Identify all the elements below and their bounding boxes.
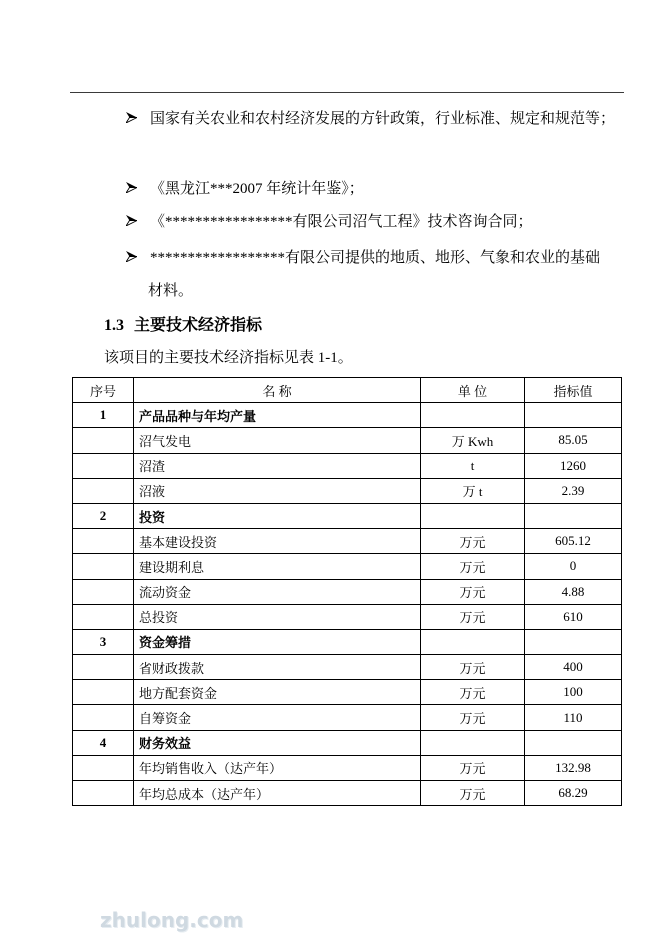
table-header-row xyxy=(73,378,622,403)
cell-unit: t xyxy=(421,453,525,478)
cell-no xyxy=(73,680,134,705)
header-value: 指标值 xyxy=(525,378,622,403)
cell-value xyxy=(525,403,622,428)
cell-unit: 万元 xyxy=(421,604,525,629)
cell-value: 68.29 xyxy=(525,781,622,806)
table-row xyxy=(73,579,622,604)
header-unit: 单 位 xyxy=(421,378,525,403)
arrowhead-right-icon xyxy=(126,215,137,226)
cell-name: 年均总成本（达产年） xyxy=(134,781,421,806)
cell-no xyxy=(73,604,134,629)
cell-name: 沼液 xyxy=(134,478,421,503)
cell-no xyxy=(73,453,134,478)
cell-no xyxy=(73,478,134,503)
cell-name: 投资 xyxy=(134,503,421,528)
bullet-item xyxy=(126,177,364,197)
cell-value: 1260 xyxy=(525,453,622,478)
table-row xyxy=(73,529,622,554)
cell-unit xyxy=(421,629,525,654)
cell-value: 2.39 xyxy=(525,478,622,503)
bullet-text: ******************有限公司提供的地质、地形、气象和农业的基础 xyxy=(150,249,601,266)
table-row xyxy=(73,453,622,478)
cell-name: 产品品种与年均产量 xyxy=(134,403,421,428)
cell-name: 沼气发电 xyxy=(134,428,421,453)
cell-name: 省财政拨款 xyxy=(134,655,421,680)
cell-value xyxy=(525,629,622,654)
watermark: zhulong.com xyxy=(100,908,244,932)
header-rule xyxy=(70,92,624,93)
cell-name: 资金筹措 xyxy=(134,629,421,654)
cell-unit: 万元 xyxy=(421,655,525,680)
table-row xyxy=(73,680,622,705)
cell-no xyxy=(73,579,134,604)
cell-name: 总投资 xyxy=(134,604,421,629)
cell-no: 2 xyxy=(73,503,134,528)
cell-value: 4.88 xyxy=(525,579,622,604)
table-group-row xyxy=(73,503,622,528)
bullet-item xyxy=(126,210,533,230)
arrowhead-right-icon xyxy=(126,182,137,193)
cell-name: 建设期利息 xyxy=(134,554,421,579)
cell-name: 年均销售收入（达产年） xyxy=(134,755,421,780)
cell-no xyxy=(73,781,134,806)
cell-no: 3 xyxy=(73,629,134,654)
table-row xyxy=(73,428,622,453)
section-title: 主要技术经济指标 xyxy=(134,317,263,334)
section-heading xyxy=(104,315,262,337)
cell-no: 4 xyxy=(73,730,134,755)
bullet-text: 《*****************有限公司沼气工程》技术咨询合同； xyxy=(150,213,533,230)
cell-no xyxy=(73,755,134,780)
cell-name: 沼渣 xyxy=(134,453,421,478)
table-row xyxy=(73,705,622,730)
cell-value: 85.05 xyxy=(525,428,622,453)
table-row xyxy=(73,604,622,629)
cell-value: 110 xyxy=(525,705,622,730)
cell-value: 100 xyxy=(525,680,622,705)
arrowhead-right-icon xyxy=(126,251,137,262)
cell-name: 基本建设投资 xyxy=(134,529,421,554)
cell-no xyxy=(73,655,134,680)
cell-value: 0 xyxy=(525,554,622,579)
cell-value: 132.98 xyxy=(525,755,622,780)
cell-unit: 万 t xyxy=(421,478,525,503)
cell-no xyxy=(73,705,134,730)
cell-unit xyxy=(421,403,525,428)
cell-unit xyxy=(421,730,525,755)
cell-unit: 万 Kwh xyxy=(421,428,525,453)
table-row xyxy=(73,655,622,680)
header-no: 序号 xyxy=(73,378,134,403)
cell-value: 610 xyxy=(525,604,622,629)
cell-name: 财务效益 xyxy=(134,730,421,755)
bullet-continuation: 材料。 xyxy=(148,283,194,299)
section-number: 1.3 xyxy=(104,317,124,334)
cell-unit: 万元 xyxy=(421,554,525,579)
bullet-text: 国家有关农业和农村经济发展的方针政策，行业标准、规定和规范等； xyxy=(150,110,616,127)
cell-value: 400 xyxy=(525,655,622,680)
table-group-row xyxy=(73,629,622,654)
cell-value xyxy=(525,730,622,755)
cell-no: 1 xyxy=(73,403,134,428)
cell-value: 605.12 xyxy=(525,529,622,554)
header-name: 名 称 xyxy=(134,378,421,403)
cell-unit: 万元 xyxy=(421,680,525,705)
cell-unit xyxy=(421,503,525,528)
cell-no xyxy=(73,428,134,453)
arrowhead-right-icon xyxy=(126,112,137,123)
cell-value xyxy=(525,503,622,528)
cell-unit: 万元 xyxy=(421,579,525,604)
table-row xyxy=(73,478,622,503)
table-row xyxy=(73,554,622,579)
table-group-row xyxy=(73,403,622,428)
cell-unit: 万元 xyxy=(421,529,525,554)
bullet-item xyxy=(126,246,600,266)
table-group-row xyxy=(73,730,622,755)
table-row xyxy=(73,755,622,780)
cell-unit: 万元 xyxy=(421,781,525,806)
cell-name: 地方配套资金 xyxy=(134,680,421,705)
indicator-table xyxy=(72,377,622,806)
cell-unit: 万元 xyxy=(421,755,525,780)
cell-no xyxy=(73,529,134,554)
cell-unit: 万元 xyxy=(421,705,525,730)
intro-paragraph: 该项目的主要技术经济指标见表 1-1。 xyxy=(104,350,353,366)
bullet-text: 《黑龙江***2007 年统计年鉴》； xyxy=(150,180,364,197)
cell-no xyxy=(73,554,134,579)
bullet-item xyxy=(126,107,615,127)
cell-name: 自筹资金 xyxy=(134,705,421,730)
cell-name: 流动资金 xyxy=(134,579,421,604)
table-row xyxy=(73,781,622,806)
